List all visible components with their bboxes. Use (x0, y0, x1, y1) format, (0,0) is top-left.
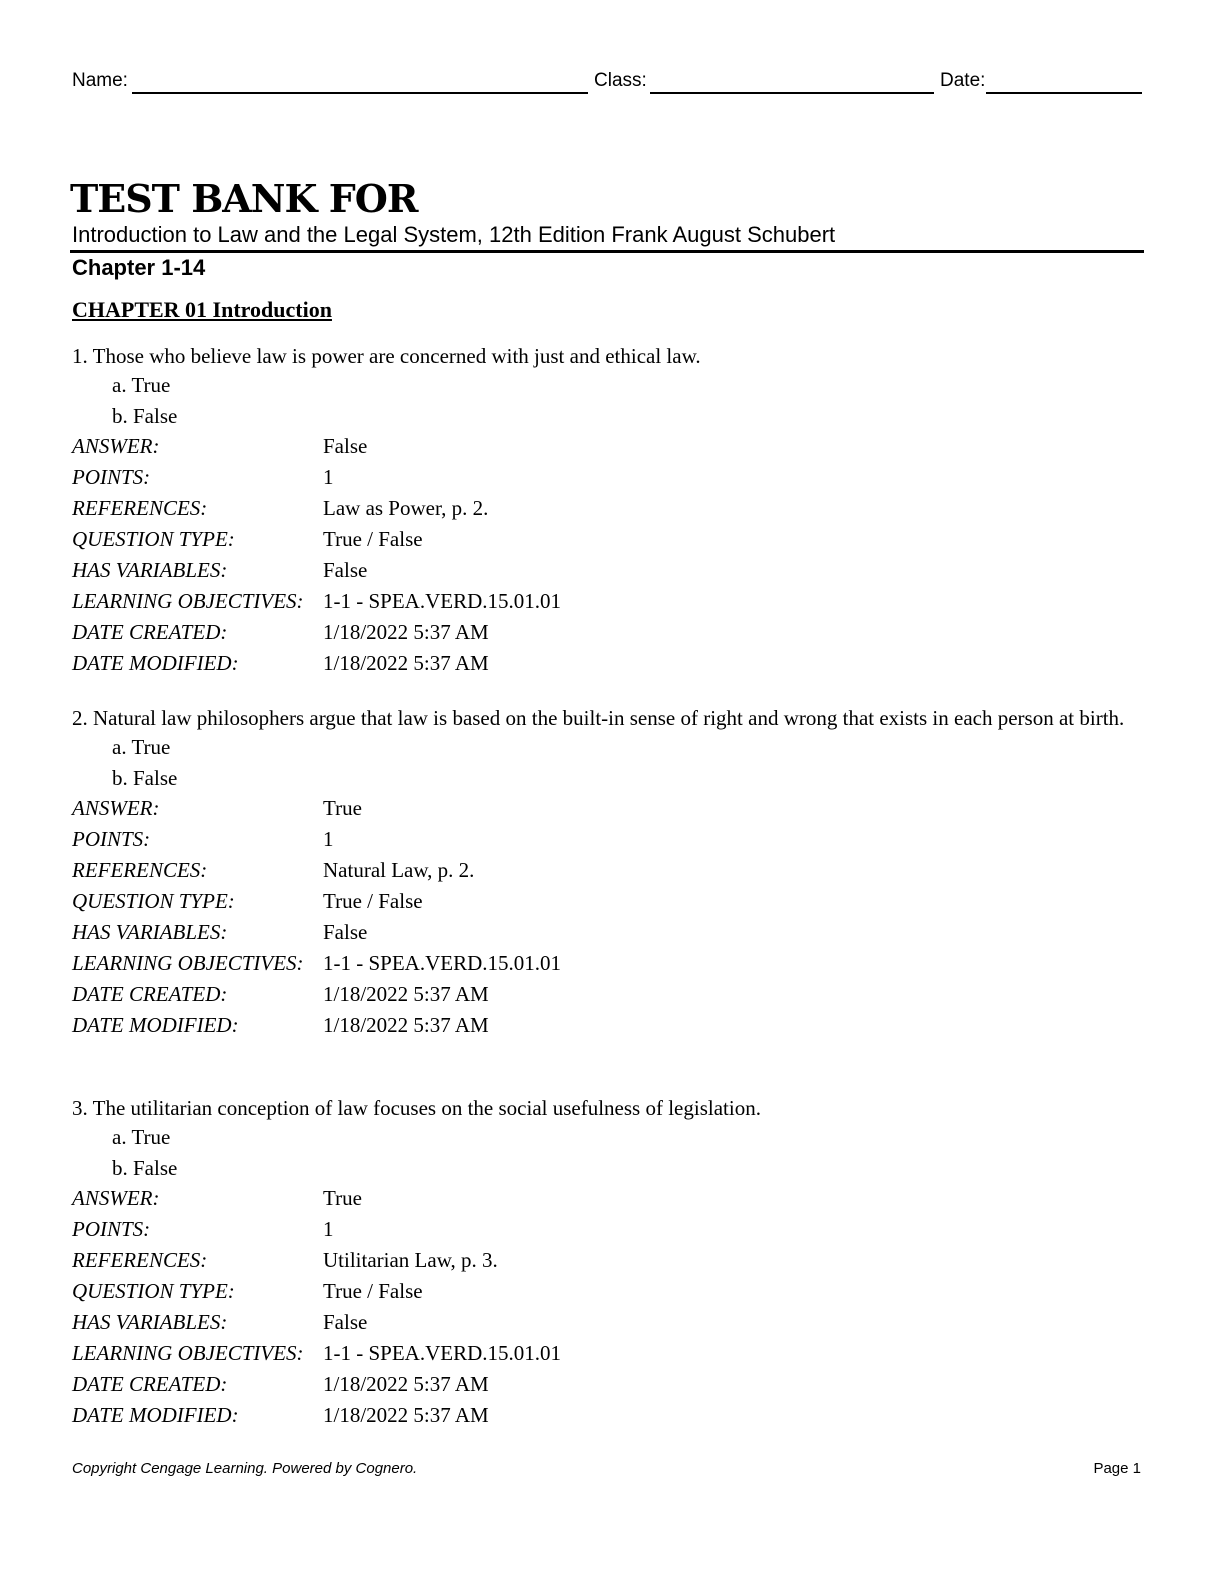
date-created-label: DATE CREATED: (72, 1372, 228, 1396)
learning-objectives-label: LEARNING OBJECTIVES: (72, 1341, 304, 1365)
question-2 (72, 704, 1132, 1041)
date-modified-value: 1/18/2022 5:37 AM (323, 651, 489, 675)
learning-objectives-label: LEARNING OBJECTIVES: (72, 951, 304, 975)
name-label: Name: (72, 70, 128, 91)
date-created-label: DATE CREATED: (72, 982, 228, 1006)
answer-value: True (323, 796, 362, 820)
learning-objectives-row (72, 1338, 1132, 1369)
choice-b: b. False (112, 765, 178, 790)
answer-row (72, 793, 1132, 824)
class-label: Class: (594, 70, 647, 91)
date-modified-row (72, 1400, 1132, 1431)
student-info-header (72, 70, 1142, 98)
learning-objectives-row (72, 586, 1132, 617)
learning-objectives-row (72, 948, 1132, 979)
learning-objectives-value: 1-1 - SPEA.VERD.15.01.01 (323, 1341, 562, 1365)
question-type-label: QUESTION TYPE: (72, 889, 235, 913)
points-value: 1 (323, 1217, 334, 1241)
date-modified-row (72, 1010, 1132, 1041)
points-value: 1 (323, 827, 334, 851)
references-value: Utilitarian Law, p. 3. (323, 1248, 498, 1272)
chapter-heading: CHAPTER 01 Introduction (72, 297, 332, 322)
date-blank (986, 92, 1142, 94)
has-variables-row (72, 555, 1132, 586)
has-variables-label: HAS VARIABLES: (72, 920, 228, 944)
question-text: 1. Those who believe law is power are concerned with just and ethical law. (72, 344, 701, 368)
has-variables-label: HAS VARIABLES: (72, 1310, 228, 1334)
question-type-label: QUESTION TYPE: (72, 1279, 235, 1303)
has-variables-label: HAS VARIABLES: (72, 558, 228, 582)
date-created-row (72, 979, 1132, 1010)
date-created-value: 1/18/2022 5:37 AM (323, 982, 489, 1006)
has-variables-row (72, 917, 1132, 948)
answer-label: ANSWER: (72, 434, 160, 458)
date-modified-value: 1/18/2022 5:37 AM (323, 1403, 489, 1427)
references-row (72, 493, 1132, 524)
choice-b: b. False (112, 403, 178, 428)
choice-b: b. False (112, 1155, 178, 1180)
choice-a: a. True (112, 735, 171, 759)
book-subtitle: Introduction to Law and the Legal System, 12th Edition Frank August Schubert (72, 222, 836, 247)
references-label: REFERENCES: (72, 1248, 208, 1272)
date-modified-row (72, 648, 1132, 679)
date-created-value: 1/18/2022 5:37 AM (323, 1372, 489, 1396)
date-created-label: DATE CREATED: (72, 620, 228, 644)
class-blank (650, 92, 934, 94)
date-created-row (72, 617, 1132, 648)
learning-objectives-value: 1-1 - SPEA.VERD.15.01.01 (323, 589, 562, 613)
answer-value: True (323, 1186, 362, 1210)
points-row (72, 824, 1132, 855)
has-variables-value: False (323, 920, 368, 944)
answer-row (72, 1183, 1132, 1214)
points-row (72, 462, 1132, 493)
references-value: Natural Law, p. 2. (323, 858, 475, 882)
answer-label: ANSWER: (72, 796, 160, 820)
references-value: Law as Power, p. 2. (323, 496, 489, 520)
points-label: POINTS: (72, 1217, 151, 1241)
name-blank (132, 92, 588, 94)
has-variables-value: False (323, 1310, 368, 1334)
has-variables-row (72, 1307, 1132, 1338)
question-type-value: True / False (323, 1279, 423, 1303)
page-number: Page 1 (1093, 1460, 1141, 1477)
references-row (72, 1245, 1132, 1276)
learning-objectives-label: LEARNING OBJECTIVES: (72, 589, 304, 613)
question-type-label: QUESTION TYPE: (72, 527, 235, 551)
question-text: 3. The utilitarian conception of law focuses on the social usefulness of legislation. (72, 1096, 761, 1120)
references-row (72, 855, 1132, 886)
answer-value: False (323, 434, 368, 458)
document-title: TEST BANK FOR (70, 176, 418, 221)
answer-row (72, 431, 1132, 462)
points-row (72, 1214, 1132, 1245)
references-label: REFERENCES: (72, 496, 208, 520)
has-variables-value: False (323, 558, 368, 582)
points-label: POINTS: (72, 827, 151, 851)
points-label: POINTS: (72, 465, 151, 489)
question-type-row (72, 1276, 1132, 1307)
points-value: 1 (323, 465, 334, 489)
date-modified-label: DATE MODIFIED: (72, 651, 239, 675)
question-type-value: True / False (323, 527, 423, 551)
choice-a: a. True (112, 1125, 171, 1149)
question-type-value: True / False (323, 889, 423, 913)
references-label: REFERENCES: (72, 858, 208, 882)
learning-objectives-value: 1-1 - SPEA.VERD.15.01.01 (323, 951, 562, 975)
question-type-row (72, 524, 1132, 555)
choice-a: a. True (112, 373, 171, 397)
question-type-row (72, 886, 1132, 917)
date-modified-label: DATE MODIFIED: (72, 1013, 239, 1037)
date-created-row (72, 1369, 1132, 1400)
date-modified-value: 1/18/2022 5:37 AM (323, 1013, 489, 1037)
date-label: Date: (940, 70, 986, 91)
answer-label: ANSWER: (72, 1186, 160, 1210)
date-modified-label: DATE MODIFIED: (72, 1403, 239, 1427)
title-divider (70, 250, 1144, 253)
question-1 (72, 342, 1132, 679)
chapter-range: Chapter 1-14 (72, 255, 206, 280)
question-text: 2. Natural law philosophers argue that law is based on the built-in sense of right and wrong that exists in each person at birth. (72, 706, 1125, 730)
copyright-notice: Copyright Cengage Learning. Powered by Cognero. (72, 1460, 418, 1477)
question-3 (72, 1094, 1132, 1431)
date-created-value: 1/18/2022 5:37 AM (323, 620, 489, 644)
